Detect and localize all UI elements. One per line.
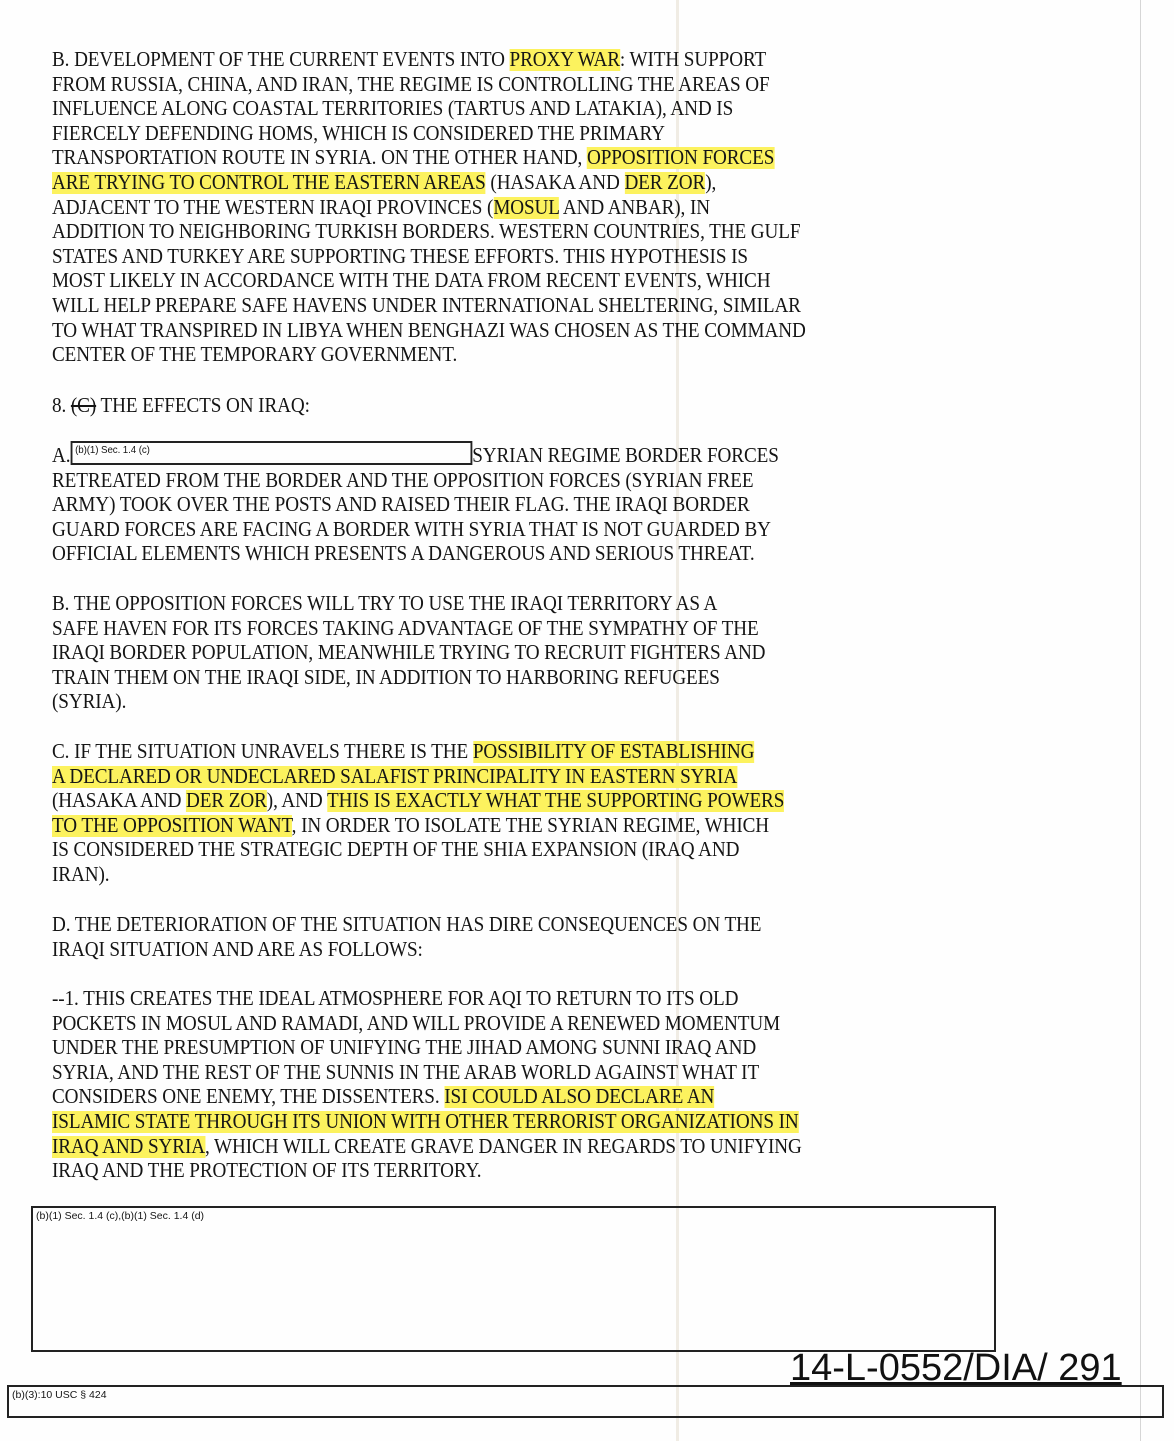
text-run: ADJACENT TO THE WESTERN IRAQI PROVINCES ( — [52, 196, 494, 219]
text-run: C. IF THE SITUATION UNRAVELS THERE IS THE — [52, 741, 473, 763]
text-line — [52, 542, 779, 567]
text-run: OFFICIAL ELEMENTS WHICH PRESENTS A DANGEROUS AND SERIOUS THREAT. — [52, 543, 755, 566]
text-run: TRAIN THEM ON THE IRAQI SIDE, IN ADDITION TO HARBORING REFUGEES — [52, 666, 720, 689]
redaction-box-usc-label: (b)(3):10 USC § 424 — [12, 1389, 107, 1401]
highlighted-text: POSSIBILITY OF ESTABLISHING — [472, 741, 755, 763]
text-run: : WITH SUPPORT — [619, 49, 767, 71]
text-line — [52, 394, 310, 419]
text-line — [52, 913, 761, 938]
text-line — [52, 146, 806, 171]
text-run: CENTER OF THE TEMPORARY GOVERNMENT. — [52, 344, 458, 367]
text-run: 8. — [52, 395, 71, 417]
text-run: IRAQ AND THE PROTECTION OF ITS TERRITORY. — [52, 1160, 482, 1183]
text-run: SAFE HAVEN FOR ITS FORCES TAKING ADVANTAGE OF THE SYMPATHY OF THE — [52, 617, 759, 640]
text-line — [52, 789, 784, 814]
highlighted-text: TO THE OPPOSITION WANT — [52, 814, 292, 837]
redaction-box-usc — [7, 1385, 1164, 1418]
text-line — [52, 518, 779, 543]
highlighted-text: IRAQ AND SYRIA — [52, 1135, 205, 1158]
text-run: A. — [52, 445, 71, 467]
text-run: STATES AND TURKEY ARE SUPPORTING THESE EFFORTS. THIS HYPOTHESIS IS — [52, 245, 748, 268]
text-line — [52, 444, 779, 469]
text-run: THE EFFECTS ON IRAQ: — [96, 395, 310, 417]
paragraph-development-proxy-war — [52, 48, 806, 368]
text-run: IS CONSIDERED THE STRATEGIC DEPTH OF THE SHIA EXPANSION (IRAQ AND — [52, 839, 740, 862]
text-run: (HASAKA AND — [485, 171, 625, 194]
text-run: , WHICH WILL CREATE GRAVE DANGER IN REGARDS TO UNIFYING — [204, 1135, 802, 1158]
text-line — [52, 294, 806, 319]
highlighted-text: ISLAMIC STATE THROUGH ITS UNION WITH OTHER TERRORIST ORGANIZATIONS IN — [52, 1110, 799, 1133]
text-line — [52, 245, 806, 270]
text-line — [52, 690, 765, 715]
text-run: B. DEVELOPMENT OF THE CURRENT EVENTS INTO — [52, 49, 510, 71]
text-line — [52, 493, 779, 518]
text-line — [52, 97, 806, 122]
text-line — [52, 863, 784, 888]
text-line — [52, 319, 806, 344]
highlighted-text: A DECLARED OR UNDECLARED SALAFIST PRINCIPALITY IN EASTERN SYRIA — [52, 765, 738, 788]
text-run: D. THE DETERIORATION OF THE SITUATION HAS DIRE CONSEQUENCES ON THE — [52, 914, 762, 936]
text-run: --1. THIS CREATES THE IDEAL ATMOSPHERE FOR AQI TO RETURN TO ITS OLD — [52, 988, 739, 1010]
text-line — [52, 987, 802, 1012]
text-run: TRANSPORTATION ROUTE IN SYRIA. ON THE OTHER HAND, — [52, 147, 587, 170]
text-run: ARMY) TOOK OVER THE POSTS AND RAISED THEIR FLAG. THE IRAQI BORDER — [52, 494, 750, 517]
text-line — [52, 1085, 802, 1110]
text-line — [52, 343, 806, 368]
text-run: , IN ORDER TO ISOLATE THE SYRIAN REGIME, WHICH — [291, 814, 770, 837]
text-line — [52, 592, 765, 617]
highlighted-text: PROXY WAR — [509, 49, 620, 71]
paragraph-a-border-forces — [52, 444, 779, 567]
text-line — [52, 1036, 802, 1061]
redaction-box-classified — [31, 1206, 996, 1352]
text-line — [52, 196, 806, 221]
text-line — [52, 641, 765, 666]
text-run: RETREATED FROM THE BORDER AND THE OPPOSITION FORCES (SYRIAN FREE — [52, 469, 754, 492]
text-run: FIERCELY DEFENDING HOMS, WHICH IS CONSIDERED THE PRIMARY — [52, 122, 665, 145]
text-run: IRAQI BORDER POPULATION, MEANWHILE TRYING TO RECRUIT FIGHTERS AND — [52, 642, 766, 665]
text-line — [52, 171, 806, 196]
text-run: INFLUENCE ALONG COASTAL TERRITORIES (TARTUS AND LATAKIA), AND IS — [52, 98, 734, 121]
text-run: WILL HELP PREPARE SAFE HAVENS UNDER INTERNATIONAL SHELTERING, SIMILAR — [52, 294, 801, 317]
struck-classification-marker: (C) — [70, 395, 97, 417]
paragraph-d-deterioration — [52, 913, 761, 962]
paragraph-b-safe-haven — [52, 592, 765, 715]
text-line — [52, 1110, 802, 1135]
text-run: (SYRIA). — [52, 691, 127, 714]
highlighted-text: ISI COULD ALSO DECLARE AN — [444, 1086, 715, 1109]
text-run: ), — [705, 171, 717, 194]
text-run: TO WHAT TRANSPIRED IN LIBYA WHEN BENGHAZI WAS CHOSEN AS THE COMMAND — [52, 319, 806, 342]
text-line — [52, 1061, 802, 1086]
text-line — [52, 740, 784, 765]
redaction-box-classified-label: (b)(1) Sec. 1.4 (c),(b)(1) Sec. 1.4 (d) — [36, 1210, 205, 1222]
text-run: FROM RUSSIA, CHINA, AND IRAN, THE REGIME IS CONTROLLING THE AREAS OF — [52, 73, 770, 96]
text-line — [52, 220, 806, 245]
text-run: B. THE OPPOSITION FORCES WILL TRY TO USE THE IRAQI TERRITORY AS A — [52, 593, 718, 615]
paragraph-c-salafist-principality — [52, 740, 784, 888]
document-number: 14-L-0552/DIA/ 291 — [790, 1347, 1122, 1389]
text-line — [52, 666, 765, 691]
text-line — [52, 469, 779, 494]
highlighted-text: DER ZOR — [186, 790, 267, 813]
text-line — [52, 73, 806, 98]
highlighted-text: OPPOSITION FORCES — [586, 147, 775, 170]
page-edge-line — [1140, 0, 1141, 1441]
text-run: IRAN). — [52, 863, 110, 886]
text-line — [52, 1159, 802, 1184]
text-run: UNDER THE PRESUMPTION OF UNIFYING THE JIHAD AMONG SUNNI IRAQ AND — [52, 1037, 757, 1060]
text-run: MOST LIKELY IN ACCORDANCE WITH THE DATA FROM RECENT EVENTS, WHICH — [52, 270, 771, 293]
highlighted-text: ARE TRYING TO CONTROL THE EASTERN AREAS — [52, 171, 486, 194]
text-run: ADDITION TO NEIGHBORING TURKISH BORDERS. WESTERN COUNTRIES, THE GULF — [52, 221, 801, 244]
text-run: GUARD FORCES ARE FACING A BORDER WITH SYRIA THAT IS NOT GUARDED BY — [52, 518, 771, 541]
highlighted-text: THIS IS EXACTLY WHAT THE SUPPORTING POWERS — [326, 790, 785, 813]
text-run: SYRIAN REGIME BORDER FORCES — [472, 445, 779, 467]
text-line — [52, 938, 761, 963]
redaction-box-inline — [70, 441, 472, 465]
text-line — [52, 765, 784, 790]
text-run: ), AND — [266, 790, 327, 813]
highlighted-text: MOSUL — [493, 196, 560, 219]
text-run: IRAQI SITUATION AND ARE AS FOLLOWS: — [52, 938, 423, 961]
text-run: SYRIA, AND THE REST OF THE SUNNIS IN THE ARAB WORLD AGAINST WHAT IT — [52, 1061, 760, 1084]
text-run: AND ANBAR), IN — [559, 196, 710, 219]
text-line — [52, 1135, 802, 1160]
text-line — [52, 617, 765, 642]
redaction-box-inline-label: (b)(1) Sec. 1.4 (c) — [75, 444, 150, 456]
paragraph-d1-aqi-atmosphere — [52, 987, 802, 1184]
text-line — [52, 1012, 802, 1037]
text-run: CONSIDERS ONE ENEMY, THE DISSENTERS. — [52, 1086, 445, 1109]
text-line — [52, 838, 784, 863]
text-run: (HASAKA AND — [52, 790, 187, 813]
heading-effects-on-iraq — [52, 394, 310, 419]
text-run: POCKETS IN MOSUL AND RAMADI, AND WILL PROVIDE A RENEWED MOMENTUM — [52, 1012, 781, 1035]
text-line — [52, 814, 784, 839]
highlighted-text: DER ZOR — [624, 171, 706, 194]
text-line — [52, 122, 806, 147]
text-line — [52, 48, 806, 73]
text-line — [52, 269, 806, 294]
